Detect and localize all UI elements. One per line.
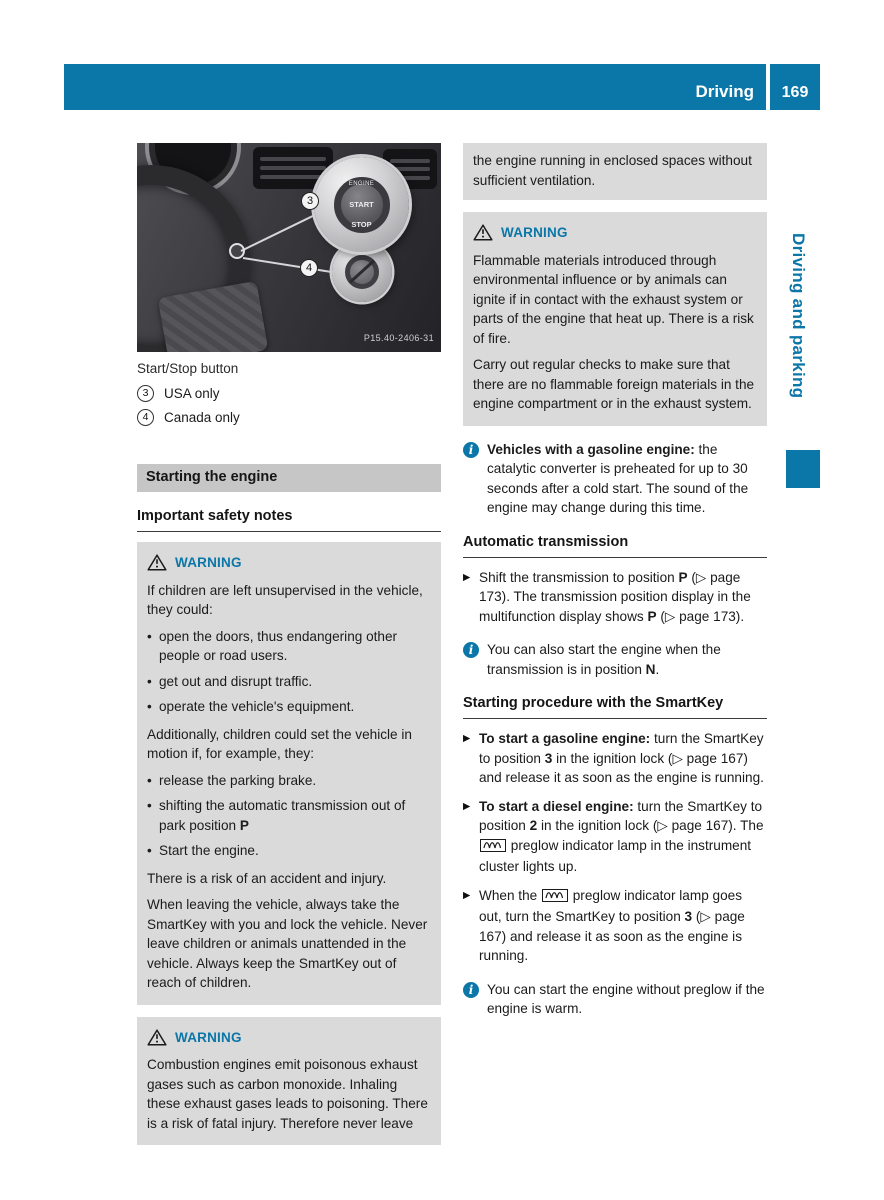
text-run: Vehicles with a gasoline engine: xyxy=(487,441,695,457)
arrow-marker-icon: ▶ xyxy=(463,571,471,583)
legend-text: Canada only xyxy=(164,410,240,425)
legend-item xyxy=(137,384,441,404)
chapter-tab-marker xyxy=(786,450,820,488)
start-stop-zoom xyxy=(314,157,409,252)
text-run: 2 xyxy=(529,818,538,833)
caption-text: Start/Stop button xyxy=(137,361,239,376)
warning-continuation xyxy=(463,143,767,200)
info-icon: i xyxy=(463,442,479,458)
preglow-indicator-icon xyxy=(480,838,506,858)
subsection-heading: Automatic transmission xyxy=(463,533,767,558)
info-note xyxy=(463,980,767,1019)
chapter-side-label: Driving and parking xyxy=(789,233,808,399)
paragraph: Carry out regular checks to make sure that there are no flammable foreign materials in the engine compartment or in the exhaust system. xyxy=(473,357,755,411)
canada-start-button-icon xyxy=(345,255,379,289)
header-bar xyxy=(64,64,766,110)
paragraph: the engine running in enclosed spaces without sufficient ventilation. xyxy=(473,153,752,188)
page-header xyxy=(64,64,820,110)
bullet-text: shifting the automatic transmission out of park position P xyxy=(159,798,406,833)
warning-icon xyxy=(147,554,167,571)
bullet-marker: • xyxy=(147,628,152,644)
legend-item xyxy=(137,408,441,428)
paragraph: If children are left unsupervised in the vehicle, they could: xyxy=(147,582,423,617)
engine-btn-label: START xyxy=(349,200,374,210)
bullet-item xyxy=(147,627,431,666)
bullet-marker: • xyxy=(147,699,152,714)
figure-start-stop xyxy=(137,143,441,428)
info-note xyxy=(463,440,767,518)
bullet-item xyxy=(147,841,431,861)
text-run: P xyxy=(678,569,688,585)
info-text: You can start the engine without preglow if the engine is warm. xyxy=(487,981,765,1016)
right-column xyxy=(463,143,767,1033)
warning-header xyxy=(147,1028,431,1048)
subsection-heading: Starting procedure with the SmartKey xyxy=(463,694,767,719)
warning-header xyxy=(147,553,431,573)
warning-header xyxy=(473,223,757,243)
bullet-text: get out and disrupt traffic. xyxy=(159,673,313,689)
bullet-marker: • xyxy=(147,673,152,689)
paragraph: There is a risk of an accident and injury. xyxy=(147,870,387,886)
bullet-list xyxy=(147,771,431,861)
section-title: Driving xyxy=(695,82,754,101)
preglow-indicator-icon xyxy=(542,888,568,908)
legend-callout-4: 4 xyxy=(137,409,154,426)
bullet-marker: • xyxy=(147,798,152,813)
warning-box xyxy=(137,1017,441,1146)
paragraph: Additionally, children could set the vehicle in motion if, for example, they: xyxy=(147,726,412,761)
bullet-item xyxy=(147,672,431,692)
callout-3: 3 xyxy=(301,192,319,210)
instruction-text: To start a gasoline engine: turn the SmartKey to position 3 in the ignition lock (▷ page 167) and release it as soon as the engine is running. xyxy=(479,731,764,785)
engine-start-stop-button xyxy=(334,177,390,233)
subsection-heading: Important safety notes xyxy=(137,507,441,532)
right-column-content xyxy=(463,143,767,1019)
instruction-text: When the preglow indicator lamp goes out, turn the SmartKey to position 3 (▷ page 167) and release it as soon as the engine is running. xyxy=(479,887,745,963)
paragraph: Combustion engines emit poisonous exhaust gases such as carbon monoxide. Inhaling these exhaust gases leads to poisoning. There is a risk of fatal injury. Therefore never leave xyxy=(147,1057,428,1131)
figure-caption xyxy=(137,359,441,428)
callout-4: 4 xyxy=(300,259,318,277)
callout-line xyxy=(241,215,314,252)
section-title-bar: Starting the engine xyxy=(137,464,441,493)
arrow-marker-icon: ▶ xyxy=(463,889,471,901)
legend-text: USA only xyxy=(164,385,220,401)
bullet-text: operate the vehicle's equipment. xyxy=(159,699,355,714)
legend-callout-3: 3 xyxy=(137,385,154,402)
info-icon: i xyxy=(463,642,479,658)
warning-box xyxy=(137,542,441,1005)
text-run: P xyxy=(239,817,249,833)
bullet-item xyxy=(147,771,431,791)
paragraph: Flammable materials introduced through environmental influence or by animals can ignite if in contact with the exhaust system or parts of the engine that heat up. There is a risk of fire. xyxy=(473,252,754,346)
callout-line xyxy=(243,257,334,273)
text-run: To start a diesel engine: xyxy=(479,798,634,814)
text-run: P xyxy=(647,608,657,624)
instruction-item xyxy=(463,797,767,877)
instruction-item xyxy=(463,729,767,788)
instruction-item xyxy=(463,568,767,627)
arrow-marker-icon: ▶ xyxy=(463,733,471,744)
bullet-text: open the doors, thus endangering other people or road users. xyxy=(159,628,398,663)
left-column-content xyxy=(137,464,441,1146)
warning-icon xyxy=(473,224,493,241)
instruction-item xyxy=(463,886,767,966)
info-note xyxy=(463,640,767,679)
page-number: 169 xyxy=(770,64,820,110)
left-column xyxy=(137,143,441,1157)
text-run: N xyxy=(645,661,656,677)
warning-box xyxy=(463,212,767,426)
warning-label: WARNING xyxy=(175,1029,242,1045)
engine-btn-label: STOP xyxy=(351,219,372,229)
paragraph: When leaving the vehicle, always take the SmartKey with you and lock the vehicle. Never leave children or animals unattended in the vehicle. Always keep the SmartKey out of reach of children. xyxy=(147,897,428,990)
text-run: 3 xyxy=(544,750,553,766)
bullet-item xyxy=(147,796,431,835)
warning-icon xyxy=(147,1029,167,1046)
warning-label: WARNING xyxy=(175,555,242,570)
warning-label: WARNING xyxy=(501,225,568,240)
info-icon: i xyxy=(463,982,479,998)
bullet-text: release the parking brake. xyxy=(159,772,317,788)
arrow-marker-icon: ▶ xyxy=(463,800,471,812)
engine-btn-label: ENGINE xyxy=(348,180,375,187)
text-run: 3 xyxy=(684,909,693,924)
figure-code: P15.40-2406-31 xyxy=(363,332,434,343)
info-text: You can also start the engine when the transmission is in position N. xyxy=(487,642,721,677)
bullet-list xyxy=(147,627,431,717)
bullet-marker: • xyxy=(147,843,152,858)
instruction-text: To start a diesel engine: turn the SmartKey to position 2 in the ignition lock (▷ page 167). The preglow indicator lamp in the instrument cluster lights up. xyxy=(479,798,764,874)
dashboard-photo xyxy=(137,143,441,352)
bullet-text: Start the engine. xyxy=(159,843,259,858)
text-run: To start a gasoline engine: xyxy=(479,731,651,746)
instruction-text: Shift the transmission to position P (▷ page 173). The transmission position display in the multifunction display shows P (▷ page 173). xyxy=(479,569,751,624)
bullet-marker: • xyxy=(147,772,152,788)
info-text: Vehicles with a gasoline engine: the catalytic converter is preheated for up to 30 seconds after a cold start. The sound of the engine may change during this time. xyxy=(487,441,749,515)
ignition-lock xyxy=(229,243,245,259)
bullet-item xyxy=(147,697,431,717)
